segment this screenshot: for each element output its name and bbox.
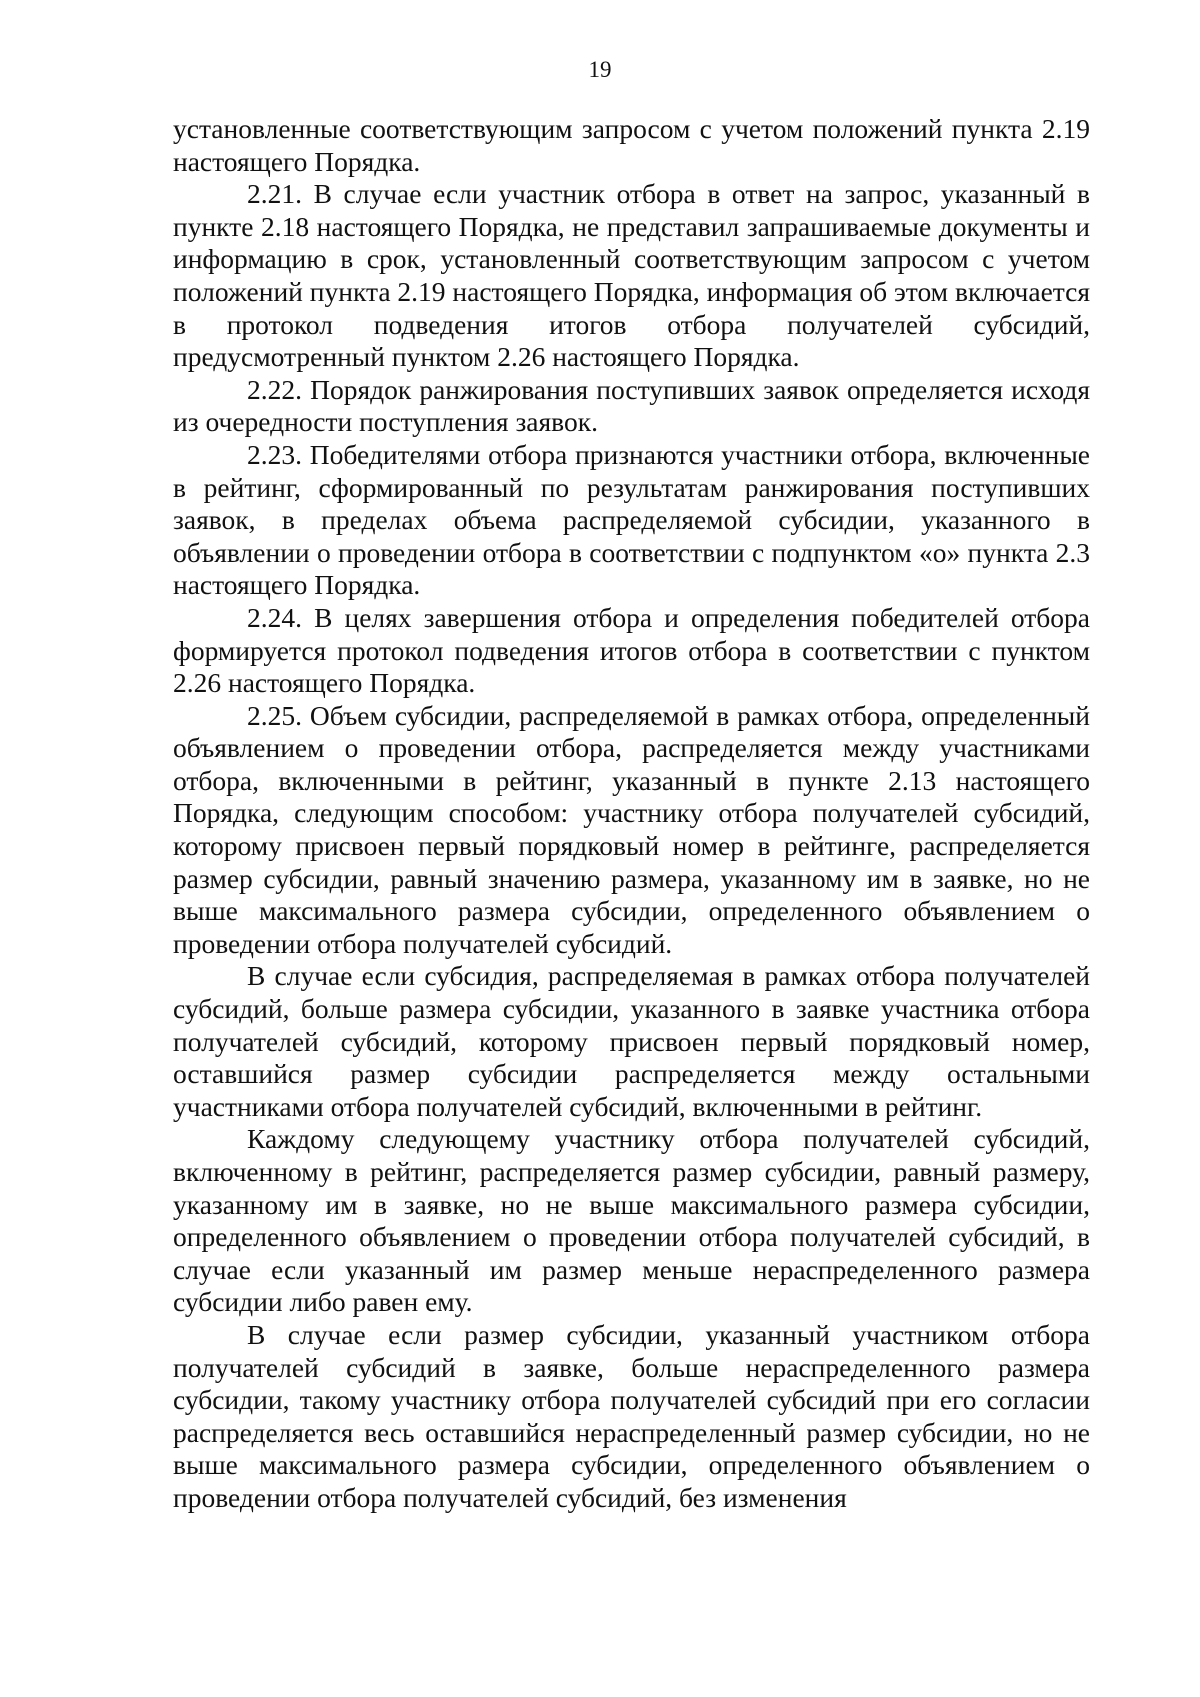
paragraph-2-25: 2.25. Объем субсидии, распределяемой в рамках отбора, определенный объявлением о проведении отбора, распределяется между участниками отбора, включенными в рейтинг, указанный в пункте 2.13 настоящего Порядка, следующим способом: участнику отбора получателей субсидий, которому присвоен первый порядковый номер в рейтинге, распределяется размер субсидии, равный значению размера, указанному им в заявке, но не выше максимального размера субсидии, определенного объявлением о проведении отбора получателей субсидий. [173, 699, 1090, 959]
paragraph-2-24: 2.24. В целях завершения отбора и определения победителей отбора формируется протокол подведения итогов отбора в соответствии с пунктом 2.26 настоящего Порядка. [173, 601, 1090, 699]
page-number: 19 [588, 57, 612, 82]
paragraph-2-23: 2.23. Победителями отбора признаются участники отбора, включенные в рейтинг, сформированный по результатам ранжирования поступивших заявок, в пределах объема распределяемой субсидии, указанного в объявлении о проведении отбора в соответствии с подпунктом «о» пункта 2.3 настоящего Порядка. [173, 438, 1090, 601]
paragraph-2-25-remainder: В случае если субсидия, распределяемая в рамках отбора получателей субсидий, больше размера субсидии, указанного в заявке участника отбора получателей субсидий, которому присвоен первый порядковый номер, оставшийся размер субсидии распределяется между остальными участниками отбора получателей субсидий, включенными в рейтинг. [173, 960, 1090, 1122]
paragraph-2-25-unallocated: В случае если размер субсидии, указанный участником отбора получателей субсидий в заявке, больше нераспределенного размера субсидии, такому участнику отбора получателей субсидий при его согласии распределяется весь оставшийся нераспределенный размер субсидии, но не выше максимального размера субсидии, определенного объявлением о проведении отбора получателей субсидий, без изменения [173, 1318, 1090, 1513]
paragraph-continuation: установленные соответствующим запросом с учетом положений пункта 2.19 настоящего Порядка. [173, 113, 1090, 177]
document-body [173, 113, 1090, 1515]
paragraph-2-25-each-next: Каждому следующему участнику отбора получателей субсидий, включенному в рейтинг, распределяется размер субсидии, равный размеру, указанному им в заявке, но не выше максимального размера субсидии, определенного объявлением о проведении отбора получателей субсидий, в случае если указанный им размер меньше нераспределенного размера субсидии либо равен ему. [173, 1123, 1090, 1318]
paragraph-2-22: 2.22. Порядок ранжирования поступивших заявок определяется исходя из очередности поступления заявок. [173, 373, 1090, 438]
paragraph-2-21: 2.21. В случае если участник отбора в ответ на запрос, указанный в пункте 2.18 настоящего Порядка, не представил запрашиваемые документы и информацию в срок, установленный соответствующим запросом с учетом положений пункта 2.19 настоящего Порядка, информация об этом включается в протокол подведения итогов отбора получателей субсидий, предусмотренный пунктом 2.26 настоящего Порядка. [173, 178, 1090, 373]
